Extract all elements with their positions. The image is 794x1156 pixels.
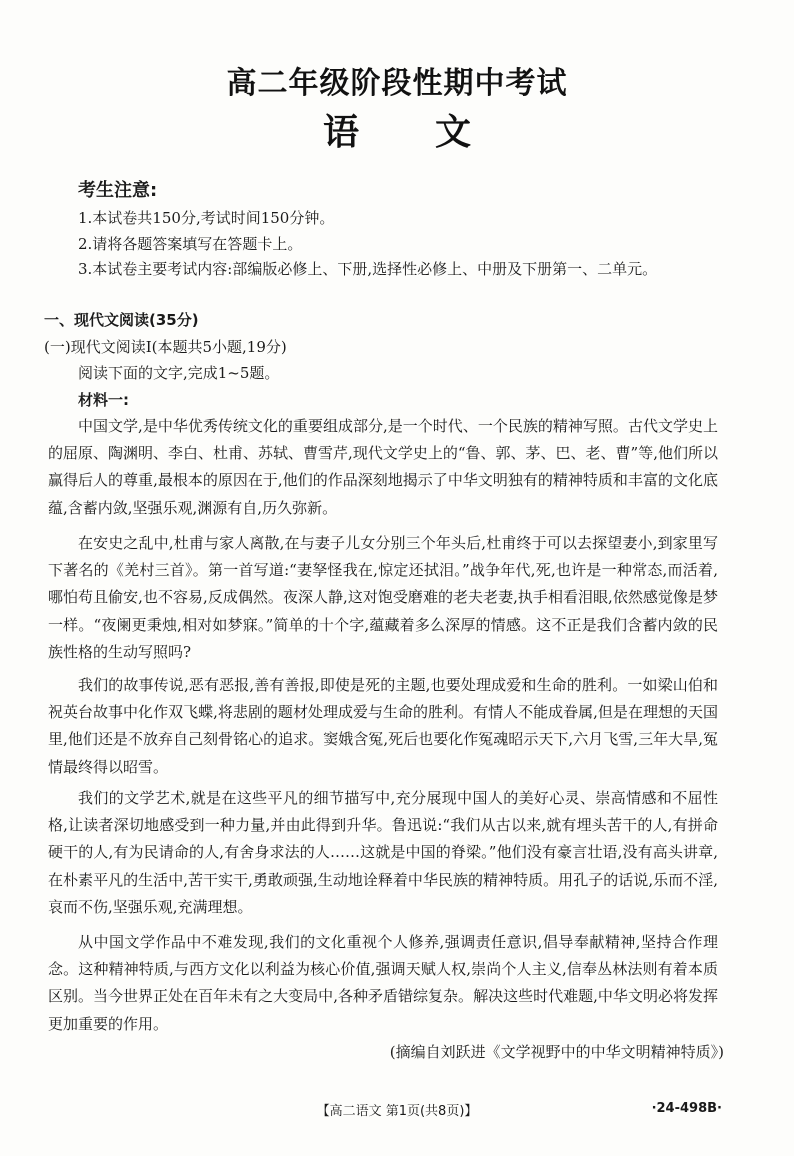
exam-code: ·24-498B·: [651, 1101, 722, 1116]
exam-title: 高二年级阶段性期中考试: [226, 66, 568, 101]
notice-item-1: 1.本试卷共150分,考试时间150分钟。: [78, 209, 335, 227]
paragraph-3: 我们的故事传说,恶有恶报,善有善报,即使是死的主题,也要处理成爱和生命的胜利。一如梁山伯和祝英台故事中化作双飞蝶,将悲剧的题材处理成爱与生命的胜利。有情人不能成眷属,但是在理想的天国里,他们还是不放弃自己刻骨铭心的追求。窦娥含冤,死后也要化作冤魂昭示天下,六月飞雪,三年大旱,冤情最终得以昭雪。: [48, 676, 718, 776]
subject-title: 语文: [322, 112, 547, 153]
notice-item-2: 2.请将各题答案填写在答题卡上。: [78, 235, 303, 253]
source-citation: (摘编自刘跃进《文学视野中的中华文明精神特质》): [389, 1043, 724, 1061]
paragraph-2: 在安史之乱中,杜甫与家人离散,在与妻子儿女分别三个年头后,杜甫终于可以去探望妻小,到家里写下著名的《羌村三首》。第一首写道:“妻孥怪我在,惊定还拭泪。”战争年代,死,也许是一种常态,而活着,哪怕苟且偷安,也不容易,反成偶然。夜深人静,这对饱受磨难的老夫老妻,执手相看泪眼,依然感觉像是梦一样。“夜阑更秉烛,相对如梦寐。”简单的十个字,蕴藏着多么深厚的情感。这不正是我们含蓄内敛的民族性格的生动写照吗?: [48, 534, 718, 661]
paragraph-4: 我们的文学艺术,就是在这些平凡的细节描写中,充分展现中国人的美好心灵、崇高情感和不屈性格,让读者深切地感受到一种力量,并由此得到升华。鲁迅说:“我们从古以来,就有埋头苦干的人,有拼命硬干的人,有为民请命的人,有舍身求法的人……这就是中国的脊梁。”他们没有豪言壮语,没有高头讲章,在朴素平凡的生活中,苦干实干,勇敢顽强,生动地诠释着中华民族的精神特质。用孔子的话说,乐而不淫,哀而不伤,坚强乐观,充满理想。: [48, 789, 718, 916]
page-footer: 【高二语文 第1页(共8页)】: [316, 1104, 478, 1119]
material-label: 材料一:: [78, 391, 129, 409]
paragraph-1: 中国文学,是中华优秀传统文化的重要组成部分,是一个时代、一个民族的精神写照。古代文学史上的屈原、陶渊明、李白、杜甫、苏轼、曹雪芹,现代文学史上的“鲁、郭、茅、巴、老、曹”等,他们所以赢得后人的尊重,最根本的原因在于,他们的作品深刻地揭示了中华文明独有的精神特质和丰富的文化底蕴,含蓄内敛,坚强乐观,渊源有自,历久弥新。: [48, 417, 718, 517]
reading-instruction: 阅读下面的文字,完成1~5题。: [78, 364, 280, 382]
notice-item-3: 3.本试卷主要考试内容:部编版必修上、下册,选择性必修上、中册及下册第一、二单元。: [78, 260, 658, 278]
subsection-heading: (一)现代文阅读Ⅰ(本题共5小题,19分): [44, 338, 287, 356]
notice-heading: 考生注意:: [78, 180, 158, 201]
paragraph-5: 从中国文学作品中不难发现,我们的文化重视个人修养,强调责任意识,倡导奉献精神,坚持合作理念。这种精神特质,与西方文化以利益为核心价值,强调天赋人权,崇尚个人主义,信奉丛林法则有着本质区别。当今世界正处在百年未有之大变局中,各种矛盾错综复杂。解决这些时代难题,中华文明必将发挥更加重要的作用。: [48, 933, 718, 1033]
section-heading: 一、现代文阅读(35分): [44, 311, 199, 329]
